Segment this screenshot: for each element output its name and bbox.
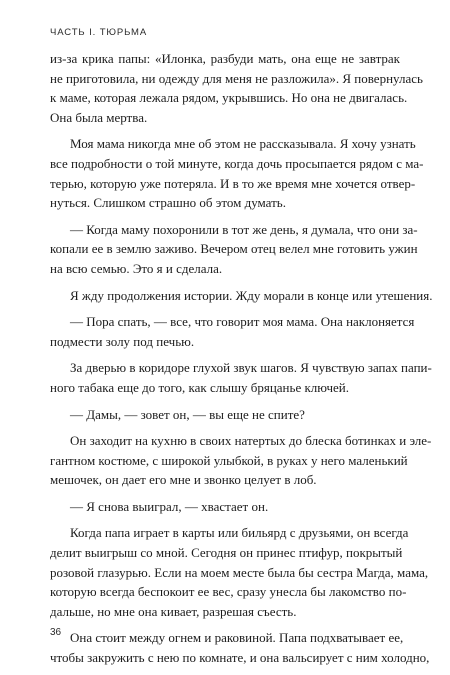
text-line: ного табака еще до того, как слышу бряцанье ключей. [50,379,349,395]
paragraph [50,358,432,397]
text-line: на всю семью. Это я и сделала. [50,260,223,276]
text-line: не приготовила, ни одежду для меня не разложила». Я повернулась [50,70,423,86]
paragraph [50,405,400,425]
paragraph [50,312,415,351]
paragraph [50,134,424,212]
paragraph [50,523,429,621]
paragraph [50,431,432,490]
paragraph [50,220,418,279]
text-line: — Пора спать, — все, что говорит моя мама. Она наклоняется [70,314,415,330]
text-line: мешочек, он дает его мне и звонко целует в лоб. [50,472,317,488]
text-body [50,49,433,675]
text-line: чтобы закружить с нею по комнате, и она вальсирует с ним холодно, [50,650,430,666]
paragraph [50,49,423,127]
text-line: За дверью в коридоре глухой звук шагов. Я чувствую запах папи- [70,360,432,376]
text-line: розовой глазурью. Если на моем месте была бы сестра Магда, мама, [50,564,429,580]
text-line: из-за крика папы: «Илонка, разбуди мать, она еще не завтрак [50,51,400,66]
paragraph [50,497,400,517]
text-line: дальше, но мне она кивает, разрешая съесть. [50,603,297,619]
text-line: Моя мама никогда мне об этом не рассказывала. Я хочу узнать [70,136,416,152]
text-line: подмести золу под печью. [50,333,195,349]
text-line: делит выигрыш со мной. Сегодня он принес птифур, покрытый [50,545,403,561]
text-line: — Когда маму похоронили в тот же день, я думала, что они за- [70,221,418,237]
running-head: ЧАСТЬ I. ТЮРЬМА [50,27,148,38]
text-line: все подробности о той минуте, когда дочь просыпается рядом с ма- [50,155,424,171]
text-line: которую всегда беспокоит ее вес, сразу унесла бы лакомство по- [50,584,407,600]
page-number: 36 [50,627,62,638]
text-line: копали ее в землю заживо. Вечером отец велел мне готовить ужин [50,241,418,257]
text-line: — Я снова выиграл, — хвастает он. [70,498,269,514]
paragraph [50,628,430,667]
text-line: Я жду продолжения истории. Жду морали в конце или утешения. [70,287,433,303]
paragraph [50,286,433,306]
text-line: Когда папа играет в карты или бильярд с друзьями, он всегда [70,525,409,541]
text-line: нуться. Слишком страшно об этом думать. [50,195,286,211]
text-line: Он заходит на кухню в своих натертых до блеска ботинках и эле- [70,433,432,449]
text-line: терью, которую уже потеряла. И в то же время мне хочется отвер- [50,175,416,191]
text-line: — Дамы, — зовет он, — вы еще не спите? [70,406,305,422]
text-line: Она стоит между огнем и раковиной. Папа подхватывает ее, [70,630,404,646]
text-line: гантном костюме, с широкой улыбкой, в руках у него маленький [50,452,408,468]
text-line: к маме, которая лежала рядом, укрывшись. Но она не двигалась. [50,90,408,106]
text-line: Она была мертва. [50,109,148,125]
